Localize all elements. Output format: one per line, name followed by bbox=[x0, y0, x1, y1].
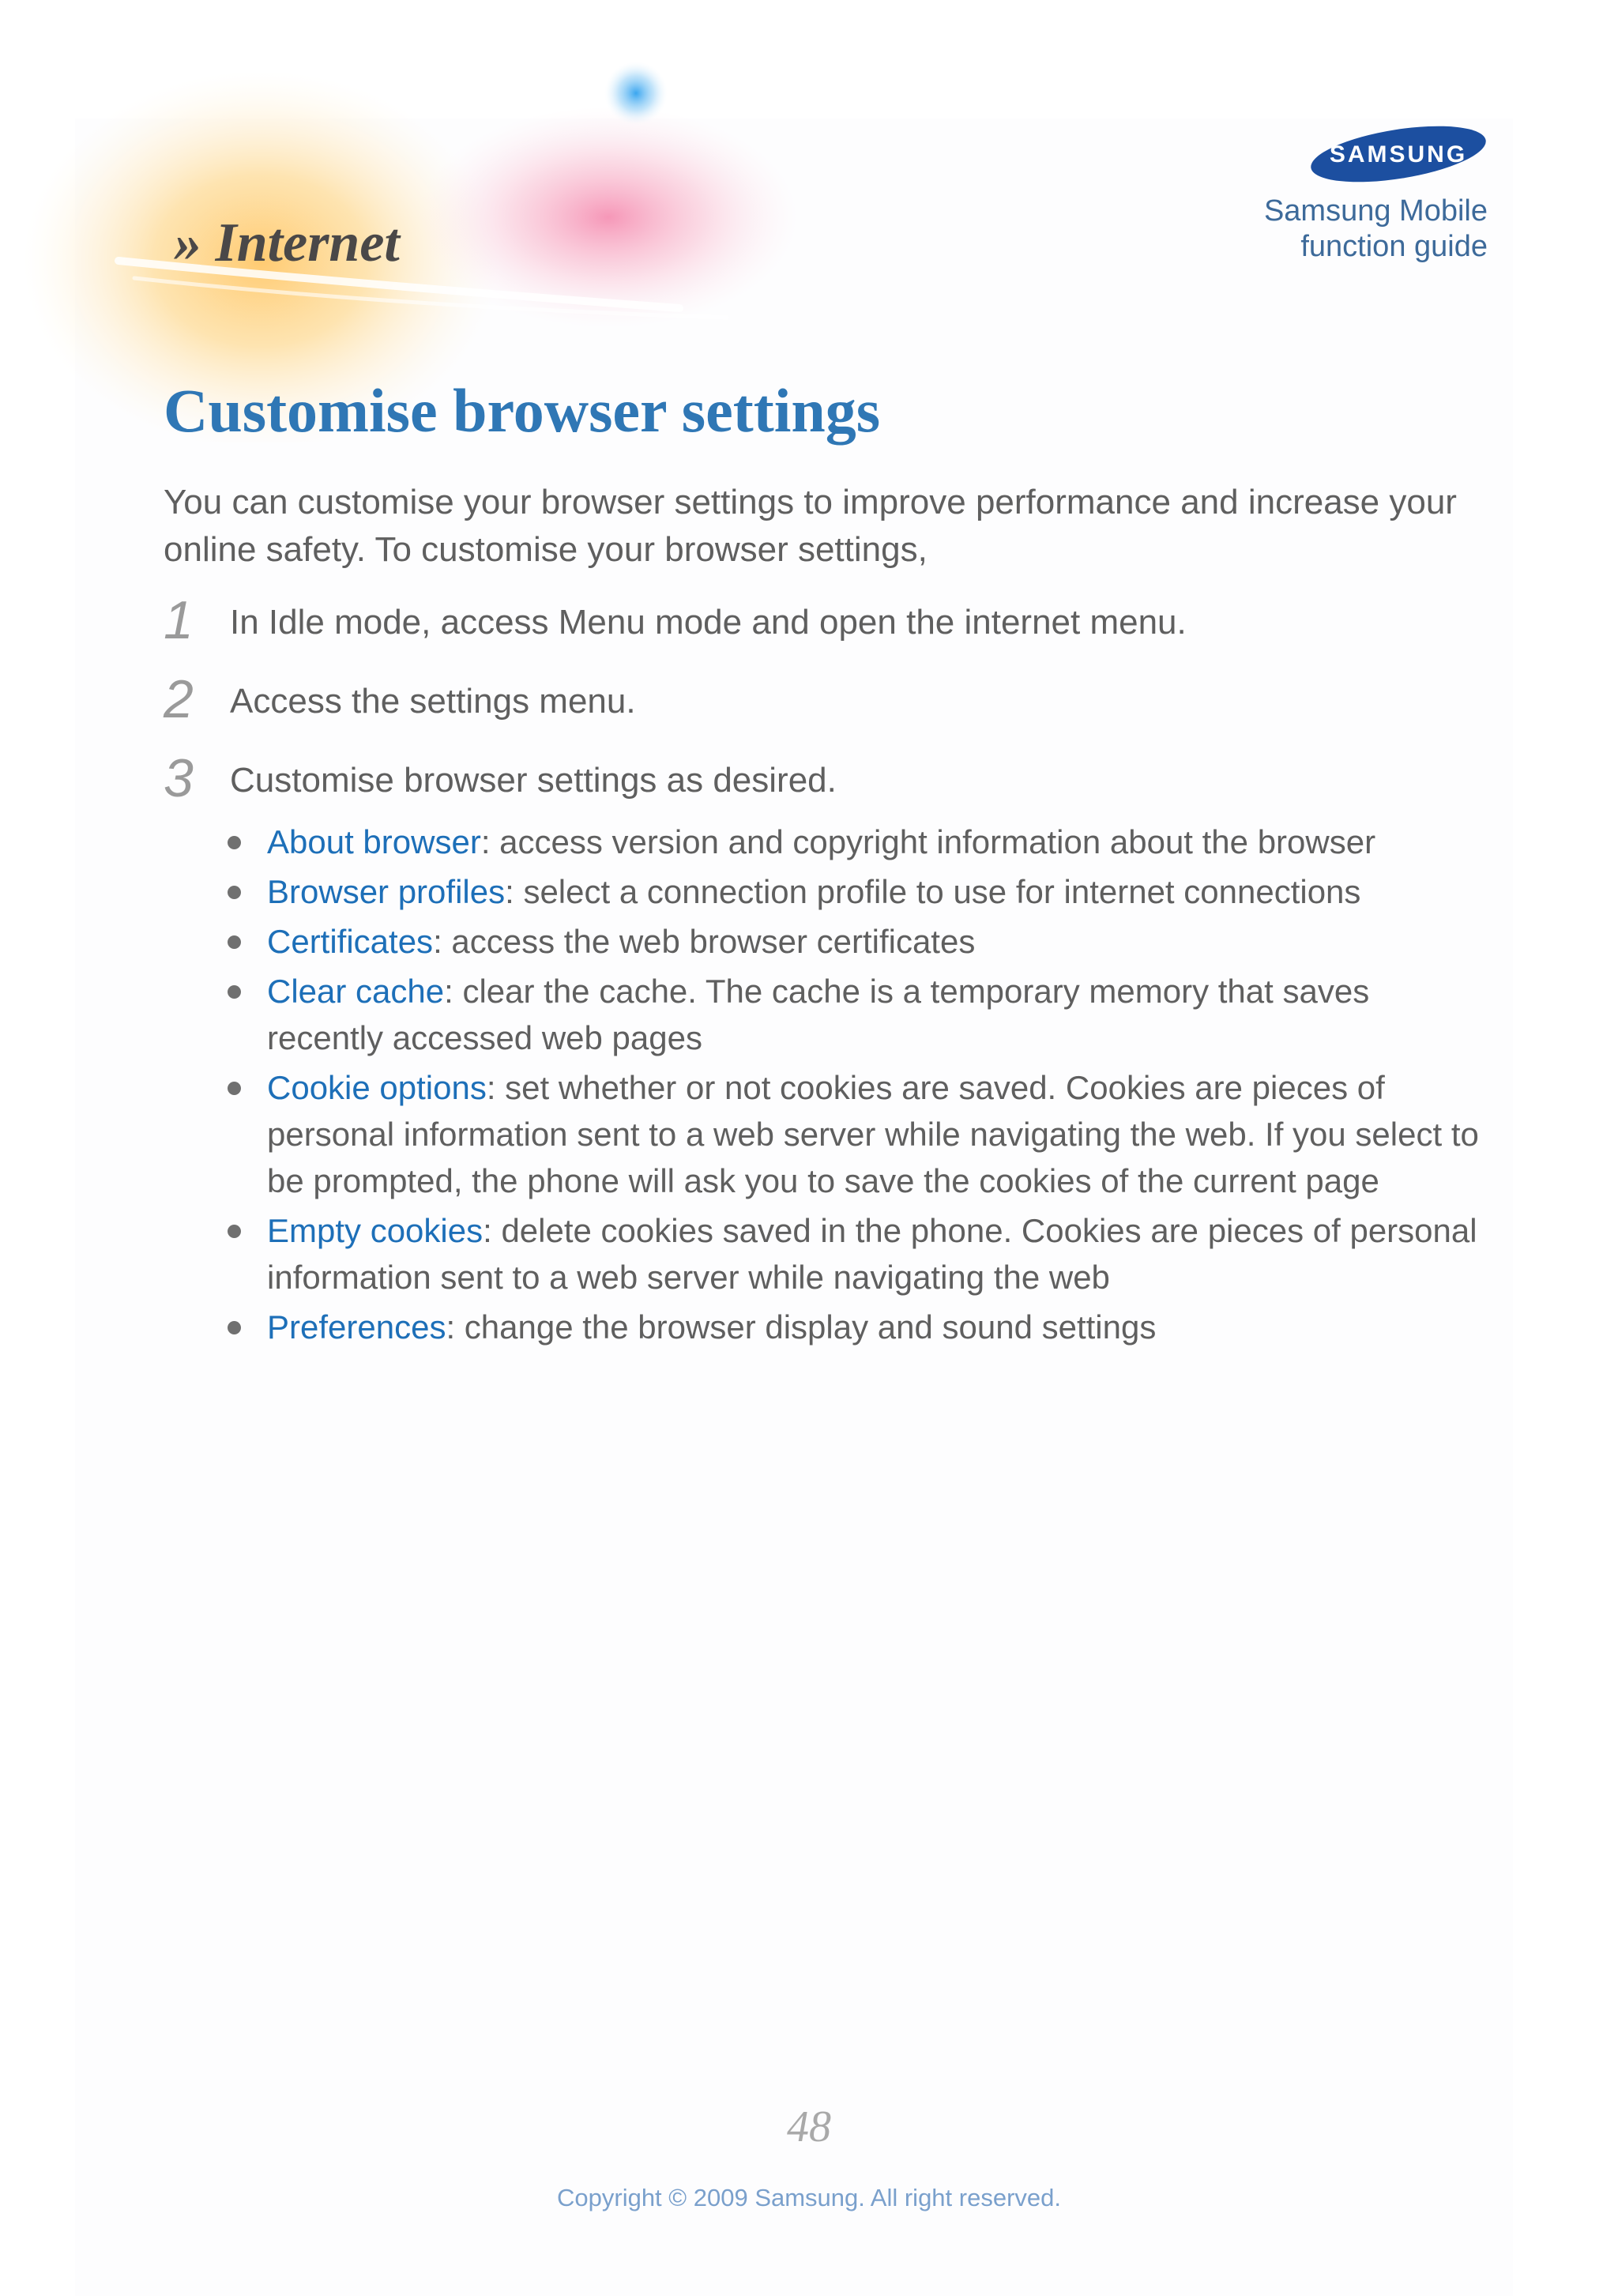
option-description: : select a connection profile to use for internet connections bbox=[505, 873, 1361, 910]
bullet-icon bbox=[228, 935, 241, 949]
option-description: : delete cookies saved in the phone. Cookies are pieces of personal information sent to a web server while navigating the web bbox=[267, 1212, 1477, 1296]
option-term: Empty cookies bbox=[267, 1212, 484, 1249]
samsung-logo bbox=[1308, 122, 1489, 186]
option-term: Cookie options bbox=[267, 1069, 487, 1106]
option-description: : set whether or not cookies are saved. Cookies are pieces of personal information sent to a web server while navigating the web. If you select to be prompted, the phone will ask you to save the cookies of the current page bbox=[267, 1069, 1479, 1199]
list-item bbox=[228, 868, 1492, 915]
step-text: Access the settings menu. bbox=[230, 682, 636, 721]
brand-tagline-line: Samsung Mobile bbox=[1263, 194, 1488, 228]
bullet-icon bbox=[228, 1321, 241, 1334]
list-item bbox=[228, 819, 1492, 865]
bullet-icon bbox=[228, 1225, 241, 1238]
step-number: 3 bbox=[164, 748, 194, 808]
copyright-notice: Copyright © 2009 Samsung. All right reserved. bbox=[557, 2184, 1061, 2211]
section-title: » Internet bbox=[174, 213, 400, 273]
option-description: : access the web browser certificates bbox=[433, 923, 976, 960]
list-item bbox=[228, 1304, 1492, 1350]
page-number: 48 bbox=[787, 2102, 831, 2151]
option-term: Certificates bbox=[267, 923, 434, 960]
option-description: : change the browser display and sound settings bbox=[446, 1308, 1157, 1346]
brand-tagline bbox=[1169, 194, 1488, 265]
bullet-icon bbox=[228, 836, 241, 849]
bullet-icon bbox=[228, 985, 241, 999]
list-item bbox=[228, 1207, 1492, 1300]
brand-tagline-line: function guide bbox=[1300, 230, 1488, 263]
list-item bbox=[228, 968, 1492, 1061]
intro-paragraph: You can customise your browser settings to improve performance and increase your online safety. To customise your browser settings, bbox=[164, 483, 1457, 569]
option-term: Preferences bbox=[267, 1308, 446, 1346]
option-description: : clear the cache. The cache is a temporary memory that saves recently accessed web pages bbox=[267, 973, 1370, 1056]
step-number: 2 bbox=[164, 669, 194, 729]
list-item bbox=[228, 918, 1492, 965]
settings-options-list bbox=[228, 819, 1492, 1353]
option-term: Browser profiles bbox=[267, 873, 506, 910]
list-item bbox=[228, 1064, 1492, 1204]
step-text: In Idle mode, access Menu mode and open the internet menu. bbox=[230, 603, 1187, 642]
step-text: Customise browser settings as desired. bbox=[230, 761, 837, 800]
svg-text:SAMSUNG: SAMSUNG bbox=[1329, 141, 1468, 167]
page-heading: Customise browser settings bbox=[164, 376, 881, 445]
option-term: Clear cache bbox=[267, 973, 445, 1010]
step-number: 1 bbox=[164, 590, 194, 650]
bullet-icon bbox=[228, 1082, 241, 1095]
bullet-icon bbox=[228, 886, 241, 899]
option-description: : access version and copyright information about the browser bbox=[480, 823, 1376, 860]
option-term: About browser bbox=[267, 823, 481, 860]
